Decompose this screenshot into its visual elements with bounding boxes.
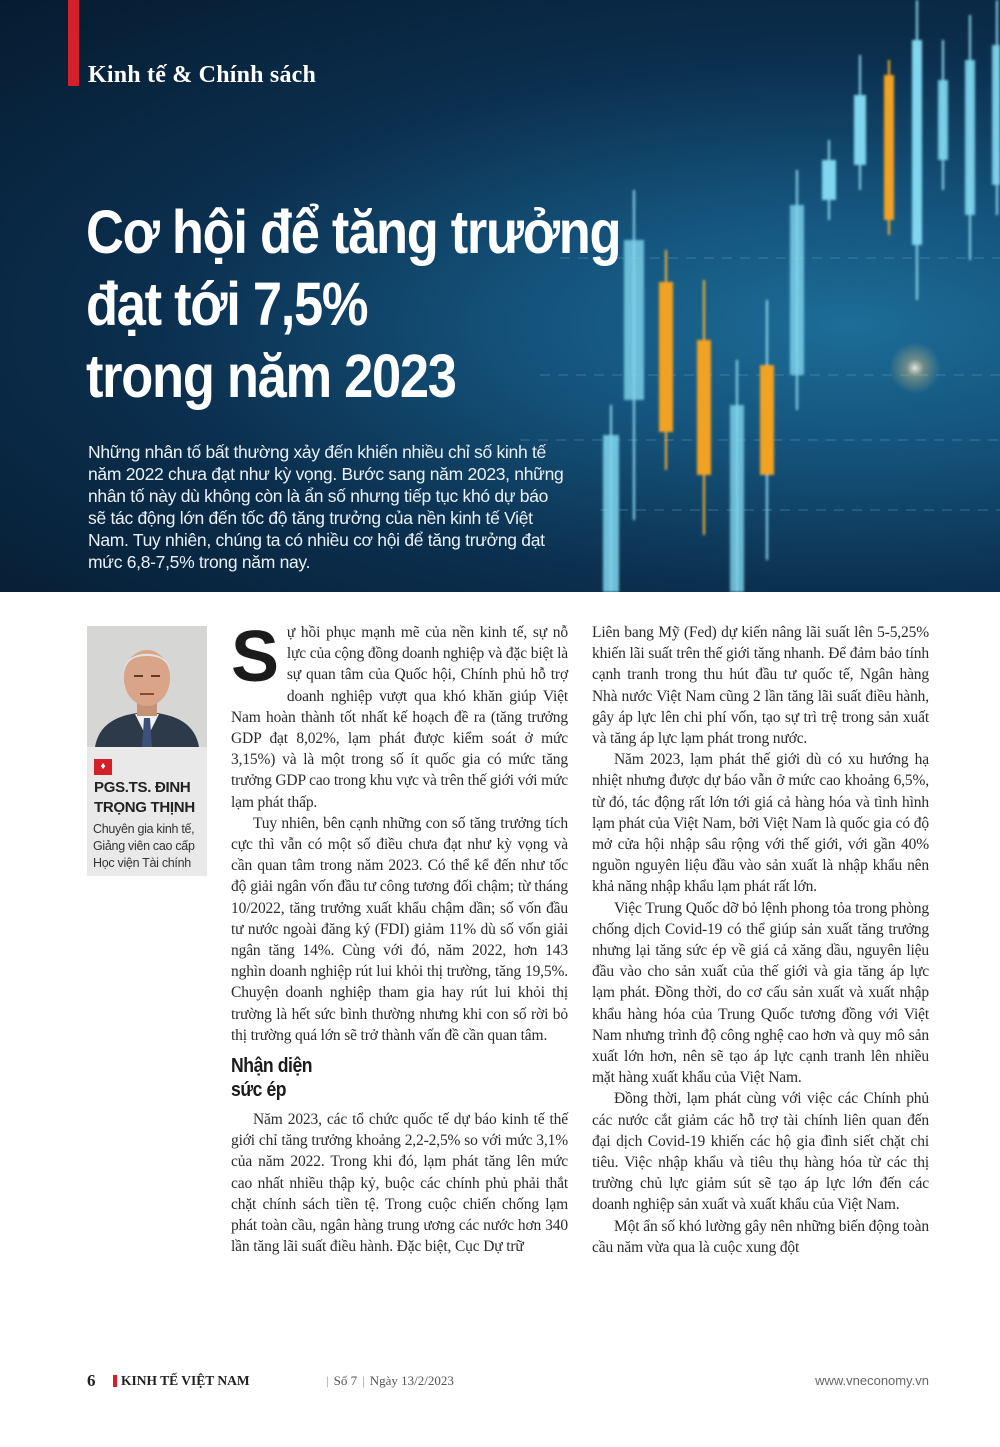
author-role-line: Học viện Tài chính (93, 856, 191, 870)
headline-line-2: đạt tới 7,5% (86, 270, 368, 338)
section-accent-bar (68, 0, 79, 86)
paragraph (231, 617, 568, 813)
page-footer (87, 1371, 929, 1391)
headline-line-3: trong năm 2023 (86, 342, 456, 410)
lead-paragraph: Những nhân tố bất thường xảy đến khiến nhiều chỉ số kinh tế năm 2022 chưa đạt như kỳ vọng. Bước sang năm 2023, những nhân tố này dù không còn là ẩn số nhưng tiếp tục khó dự báo sẽ tác động lớn đến tốc độ tăng trưởng của nền kinh tế Việt Nam. Tuy nhiên, chúng ta có nhiều cơ hội để tăng trưởng đạt mức 6,8-7,5% trong năm nay. (88, 442, 564, 572)
author-roles (93, 821, 207, 872)
paragraph: Một ẩn số khó lường gây nên những biến động toàn cầu năm vừa qua là cuộc xung đột (592, 1217, 929, 1256)
author-card (87, 626, 207, 876)
section-label: Kinh tế & Chính sách (88, 62, 317, 88)
paragraph-continued: Liên bang Mỹ (Fed) dự kiến nâng lãi suất lên 5-5,25% khiến lãi suất trên thế giới tăng nhanh. Để đảm bảo tính cạnh tranh trong thu hút đầu tư quốc tế, Ngân hàng Nhà nước Việt Nam cũng 2 lần tăng lãi suất điều hành, gây áp lực lên chi phí vốn, tạo sự trì trệ trong sản xuất và tăng áp lực lạm phát trong nước. (592, 624, 929, 748)
footer-accent-bar (113, 1375, 117, 1387)
issue-date: Ngày 13/2/2023 (369, 1373, 454, 1388)
paragraph: Việc Trung Quốc dỡ bỏ lệnh phong tỏa trong phòng chống dịch Covid-19 có thể giúp sản xuất tăng trưởng nhưng lại tăng sức ép về giá cả xăng dầu, nguyên liệu đầu vào cho sản xuất của thế giới và gia tăng áp lực lạm phát. Đồng thời, do cơ cấu sản xuất và xuất nhập khẩu hàng hóa của Trung Quốc tương đồng với Việt Nam nhưng trình độ công nghệ cao hơn và quy mô sản xuất lớn hơn, nên sẽ tạo áp lực cạnh tranh lên nhiều mặt hàng xuất khẩu của Việt Nam. (592, 899, 929, 1087)
publication-logo-icon: ♦ (94, 759, 112, 775)
paragraph: Tuy nhiên, bên cạnh những con số tăng trưởng tích cực thì vẫn có một số điều chưa đạt như kỳ vọng và cần quan tâm trong năm 2023. Có thể kể đến như tốc độ giải ngân vốn đầu tư công tương đối chậm; từ tháng 10/2022, tăng trưởng xuất khẩu chậm dần; số vốn đầu tư nước ngoài đăng ký (FDI) giảm 11% dù số vốn giải ngân tăng 14%. Cùng với đó, năm 2022, hơn 143 nghìn doanh nghiệp rút lui khỏi thị trường, tăng 19,5%. Chuyện doanh nghiệp tham gia hay rút lui khỏi thị trường là hết sức bình thường nhưng khi con số rời bỏ thị trường quá lớn sẽ trở thành vấn đề cần quan tâm. (231, 814, 568, 1044)
separator: | (362, 1373, 365, 1388)
section-subheading (231, 1054, 528, 1102)
paragraph: Năm 2023, lạm phát thế giới dù có xu hướng hạ nhiệt nhưng được dự báo vẫn ở mức cao khoảng 6,5%, từ đó, tác động rất lớn tới giá cả hàng hóa và tình hình lạm phát của Việt Nam, bởi Việt Nam là quốc gia có độ mở cửa hội nhập sâu rộng với thế giới, với gần 40% nguồn nguyên liệu đầu vào sản xuất là nhập khẩu nên khả năng nhập khẩu lạm phát rất lớn. (592, 751, 929, 896)
author-role-line: Giảng viên cao cấp (93, 839, 195, 853)
paragraph-text: ự hồi phục mạnh mẽ của nền kinh tế, sự nỗ lực của cộng đồng doanh nghiệp và đặc biệt là sự quan tâm của Quốc hội, Chính phủ hỗ trợ doanh nghiệp vượt qua khó khăn giúp Việt Nam hoàn thành tốt nhất kế hoạch đề ra (tăng trưởng GDP đạt 8,02%, lạm phát được kiểm soát ở mức 3,15%) và là một trong số ít quốc gia có mức tăng trưởng GDP cao trong khu vực và trên thế giới với mức lạm phát thấp. (231, 624, 568, 811)
issue-info (321, 1373, 454, 1389)
headline (86, 196, 621, 412)
page-number: 6 (87, 1371, 96, 1390)
candlesticks (603, 0, 1000, 592)
author-portrait (87, 626, 207, 747)
article-column-1 (231, 617, 568, 1257)
article-column-2 (592, 622, 929, 1258)
drop-cap: S (231, 617, 279, 697)
website-link[interactable]: www.vneconomy.vn (815, 1373, 929, 1388)
headline-line-1: Cơ hội để tăng trưởng (86, 198, 621, 266)
subheading-line: Nhận diện (231, 1055, 313, 1078)
author-name: PGS.TS. ĐINH TRỌNG THỊNH (94, 779, 195, 816)
subheading-line: sức ép (231, 1079, 287, 1102)
hero-banner (0, 0, 1000, 592)
separator: | (326, 1373, 329, 1388)
publication-name: KINH TẾ VIỆT NAM (121, 1373, 250, 1388)
paragraph: Năm 2023, các tổ chức quốc tế dự báo kinh tế thế giới chỉ tăng trưởng khoảng 2,2-2,5% so với mức 3,1% của năm 2022. Trong khi đó, lạm phát tăng lên mức cao nhất nhiều thập kỷ, buộc các chính phủ phải thắt chặt chính sách tiền tệ. Trong cuộc chiến chống lạm phát toàn cầu, ngân hàng trung ương các nước hơn 340 lần tăng lãi suất điều hành. Đặc biệt, Cục Dự trữ (231, 1111, 568, 1256)
author-role-line: Chuyên gia kinh tế, (93, 822, 195, 836)
issue-number: Số 7 (333, 1373, 358, 1388)
paragraph: Đồng thời, lạm phát cùng với việc các Chính phủ các nước cắt giảm các hỗ trợ tài chính liên quan đến đại dịch Covid-19 khiến các hộ gia đình siết chặt chi tiêu. Việc nhập khẩu và tiêu thụ hàng hóa từ các thị trường chủ lực giảm sút sẽ tạo áp lực lớn đến các doanh nghiệp sản xuất và xuất khẩu của Việt Nam. (592, 1090, 929, 1214)
